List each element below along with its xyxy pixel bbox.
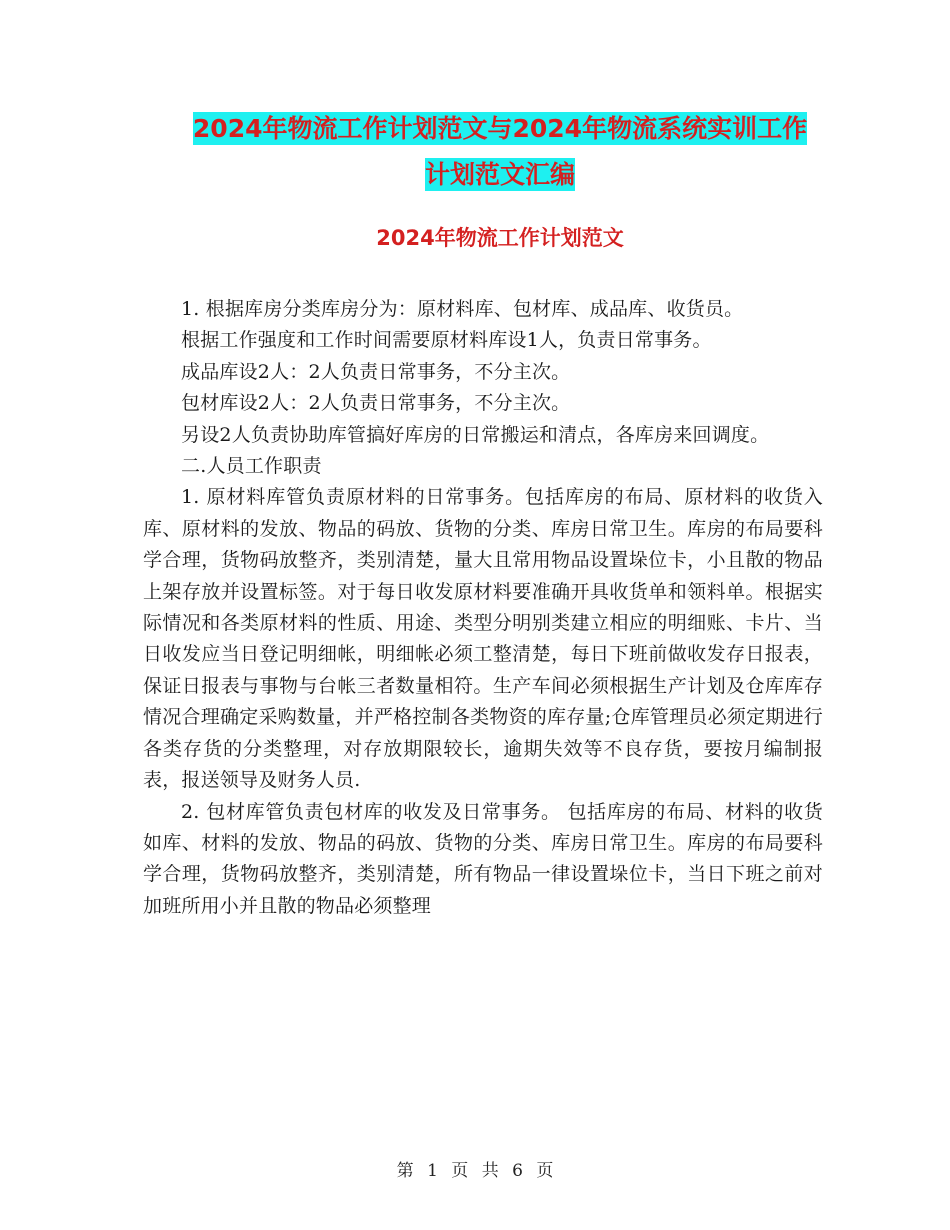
paragraph: 2. 包材库管负责包材库的收发及日常事务。 包括库房的布局、材料的收货如库、材料的发放、物品的码放、货物的分类、库房日常卫生。库房的布局要科学合理，货物码放整齐，类别清楚，所有物品一律设置垛位卡，当日下班之前对加班所用小并且散的物品必须整理	[143, 800, 823, 917]
document-title-line-2	[140, 152, 860, 198]
document-body	[143, 294, 823, 922]
paragraph: 成品库设2人：2人负责日常事务，不分主次。	[181, 360, 571, 383]
document-title-line-1	[140, 106, 860, 152]
paragraph: 另设2人负责协助库管搞好库房的日常搬运和清点，各库房来回调度。	[181, 423, 770, 446]
paragraph: 包材库设2人：2人负责日常事务，不分主次。	[181, 392, 571, 415]
page-number-footer: 第 1 页 共 6 页	[396, 1161, 554, 1181]
paragraph: 根据工作强度和工作时间需要原材料库设1人，负责日常事务。	[181, 329, 712, 352]
title-highlight-2: 计划范文汇编	[424, 160, 575, 189]
paragraph: 1. 原材料库管负责原材料的日常事务。包括库房的布局、原材料的收货入库、原材料的发放、物品的码放、货物的分类、库房日常卫生。库房的布局要科学合理，货物码放整齐，类别清楚，量大且常用物品设置垛位卡，小且散的物品上架存放并设置标签。对于每日收发原材料要准确开具收货单和领料单。根据实际情况和各类原材料的性质、用途、类型分明别类建立相应的明细账、卡片、当日收发应当日登记明细帐，明细帐必须工整清楚，每日下班前做收发存日报表，保证日报表与事物与台帐三者数量相符。生产车间必须根据生产计划及仓库库存情况合理确定采购数量，并严格控制各类物资的库存量;仓库管理员必须定期进行各类存货的分类整理，对存放期限较长，逾期失效等不良存货，要按月编制报表，报送领导及财务人员.	[143, 486, 823, 792]
section-title: 2024年物流工作计划范文	[376, 226, 624, 250]
title-highlight-1: 2024年物流工作计划范文与2024年物流系统实训工作	[192, 114, 808, 143]
paragraph: 1. 根据库房分类库房分为：原材料库、包材库、成品库、收货员。	[181, 298, 744, 320]
paragraph: 二.人员工作职责	[181, 455, 322, 478]
